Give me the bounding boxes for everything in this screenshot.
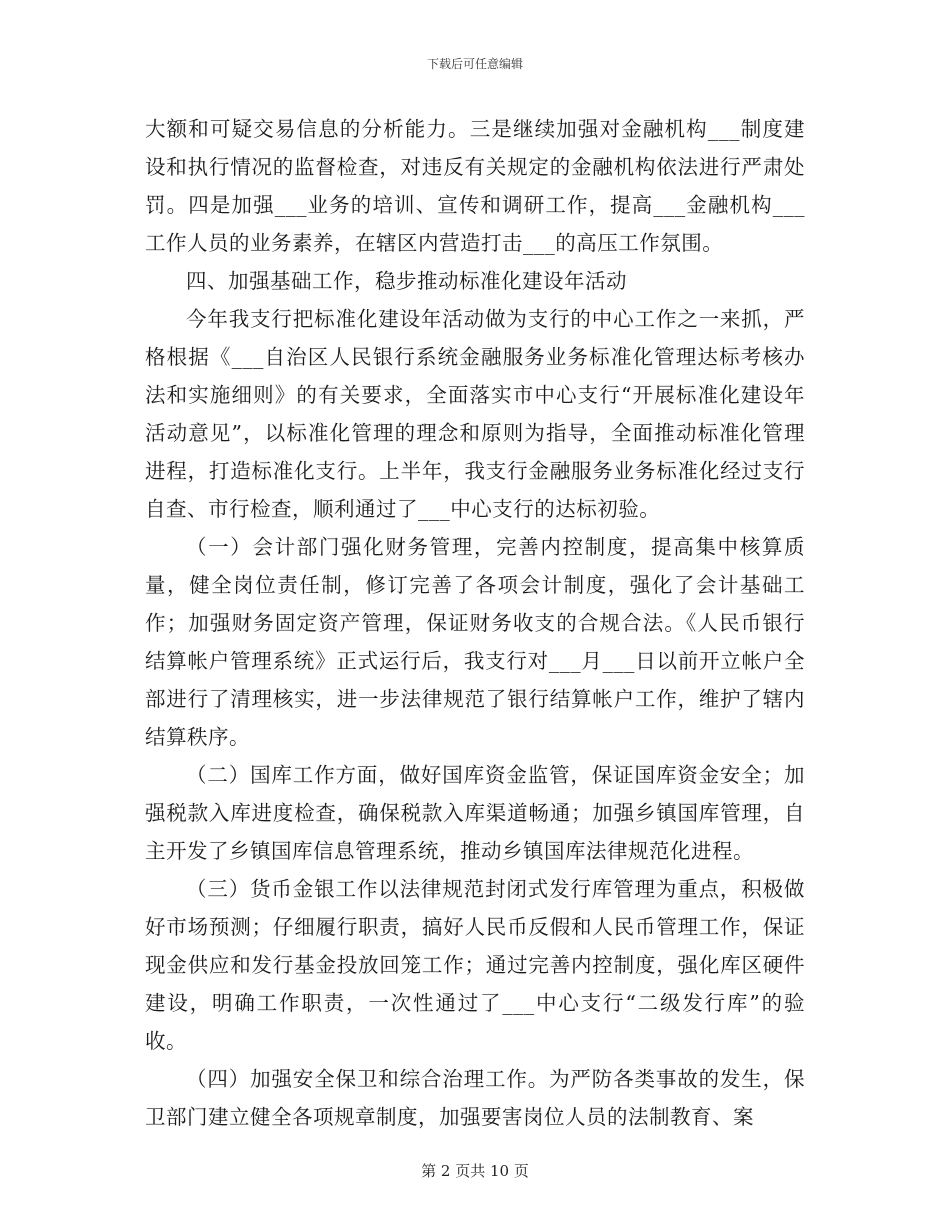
paragraph: （三）货币金银工作以法律规范封闭式发行库管理为重点，积极做好市场预测；仔细履行职责，搞好人民币反假和人民币管理工作，保证现金供应和发行基金投放回笼工作；通过完善内控制度，强化库区硬件建设，明确工作职责，一次性通过了___中心支行“二级发行库”的验收。 (145, 877, 805, 1053)
paragraph: （一）会计部门强化财务管理，完善内控制度，提高集中核算质量，健全岗位责任制，修订完善了各项会计制度，强化了会计基础工作；加强财务固定资产管理，保证财务收支的合规合法。《人民币银行结算帐户管理系统》正式运行后，我支行对___月___日以前开立帐户全部进行了清理核实，进一步法律规范了银行结算帐户工作，维护了辖内结算秩序。 (145, 535, 805, 749)
document-body (145, 110, 805, 1136)
paragraph: 今年我支行把标准化建设年活动做为支行的中心工作之一来抓，严格根据《___自治区人民银行系统金融服务业务标准化管理达标考核办法和实施细则》的有关要求，全面落实市中心支行“开展标准化建设年活动意见”，以标准化管理的理念和原则为指导，全面推动标准化管理进程，打造标准化支行。上半年，我支行金融服务业务标准化经过支行自查、市行检查，顺利通过了___中心支行的达标初验。 (145, 307, 805, 521)
page-header: 下载后可任意编辑 (426, 57, 523, 71)
paragraph-continued: 大额和可疑交易信息的分析能力。三是继续加强对金融机构___制度建设和执行情况的监督检查，对违反有关规定的金融机构依法进行严肃处罚。四是加强___业务的培训、宣传和调研工作，提高___金融机构___工作人员的业务素养，在辖区内营造打击___的高压工作氛围。 (145, 117, 805, 255)
paragraph: （四）加强安全保卫和综合治理工作。为严防各类事故的发生，保卫部门建立健全各项规章制度，加强要害岗位人员的法制教育、案 (145, 1067, 805, 1129)
paragraph: （二）国库工作方面，做好国库资金监管，保证国库资金安全；加强税款入库进度检查，确保税款入库渠道畅通；加强乡镇国库管理，自主开发了乡镇国库信息管理系统，推动乡镇国库法律规范化进程。 (145, 763, 805, 863)
page-number: 第 2 页共 10 页 (421, 1162, 529, 1180)
section-heading: 四、加强基础工作，稳步推动标准化建设年活动 (186, 269, 627, 293)
